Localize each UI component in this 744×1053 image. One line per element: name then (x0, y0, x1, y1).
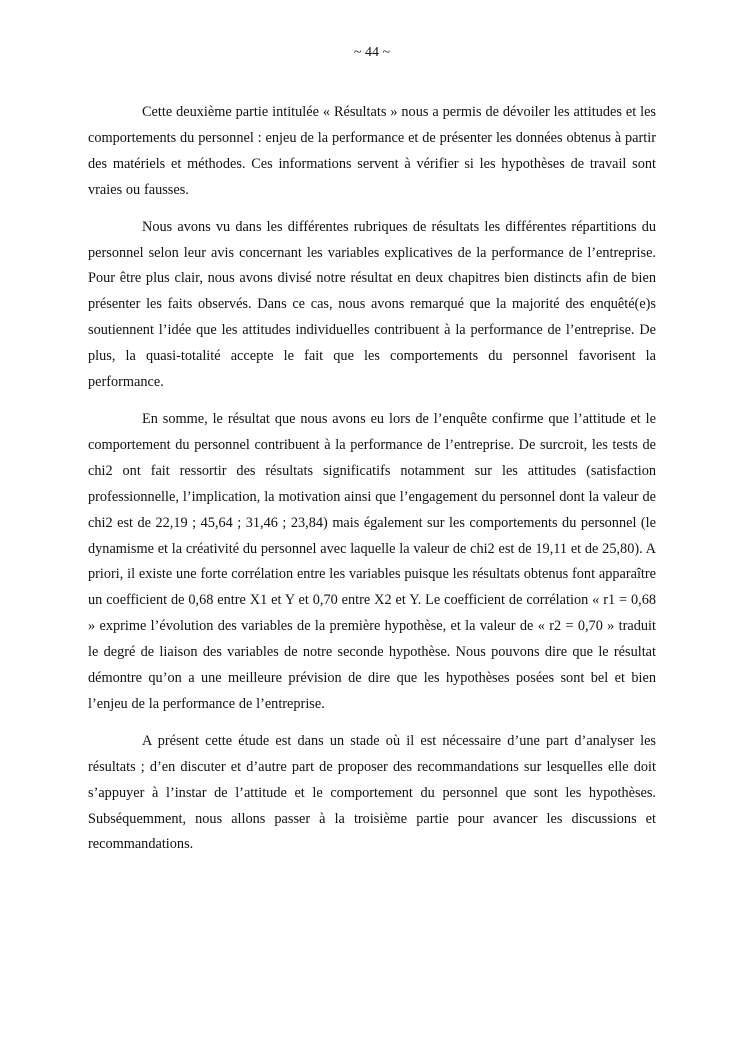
paragraph-results-summary: En somme, le résultat que nous avons eu lors de l’enquête confirme que l’attitude et le comportement du personnel contribuent à la performance de l’entreprise. De surcroit, les tests de chi2 ont fait ressortir des résultats significatifs notamment sur les attitudes (satisfaction professionnelle, l’implication, la motivation ainsi que l’engagement du personnel dont la valeur de chi2 est de 22,19 ; 45,64 ; 31,46 ; 23,84) mais également sur les comportements du personnel (le dynamisme et la créativité du personnel avec laquelle la valeur de chi2 est de 19,11 et de 25,80). A priori, il existe une forte corrélation entre les variables puisque les résultats obtenus font apparaître un coefficient de 0,68 entre X1 et Y et 0,70 entre X2 et Y. Le coefficient de corrélation « r1 = 0,68 » exprime l’évolution des variables de la première hypothèse, et la valeur de « r2 = 0,70 » traduit le degré de liaison des variables de notre seconde hypothèse. Nous pouvons dire que le résultat démontre qu’on a une meilleure prévision de dire que les hypothèses posées sont bel et bien l’enjeu de la performance de l’entreprise. (88, 410, 656, 712)
paragraph-results-intro: Cette deuxième partie intitulée « Résultats » nous a permis de dévoiler les attitudes et les comportements du personnel : enjeu de la performance et de présenter les données obtenus à partir des matériels et méthodes. Ces informations servent à vérifier si les hypothèses de travail sont vraies ou fausses. (88, 104, 656, 198)
page-number: ~ 44 ~ (353, 45, 391, 60)
paragraph-results-overview: Nous avons vu dans les différentes rubriques de résultats les différentes répartitions du personnel selon leur avis concernant les variables explicatives de la performance de l’entreprise. Pour être plus clair, nous avons divisé notre résultat en deux chapitres bien distincts afin de bien présenter les faits observés. Dans ce cas, nous avons remarqué que la majorité des enquêté(e)s soutiennent l’idée que les attitudes individuelles contribuent à la performance de l’entreprise. De plus, la quasi-totalité accepte le fait que les comportements du personnel favorisent la performance. (88, 218, 656, 391)
document-body (88, 100, 656, 869)
paragraph-transition: A présent cette étude est dans un stade où il est nécessaire d’une part d’analyser les résultats ; d’en discuter et d’autre part de proposer des recommandations sur lesquelles elle doit s’appuyer à l’instar de l’attitude et le comportement du personnel que sont les hypothèses. Subséquemment, nous allons passer à la troisième partie pour avancer les discussions et recommandations. (88, 732, 656, 853)
